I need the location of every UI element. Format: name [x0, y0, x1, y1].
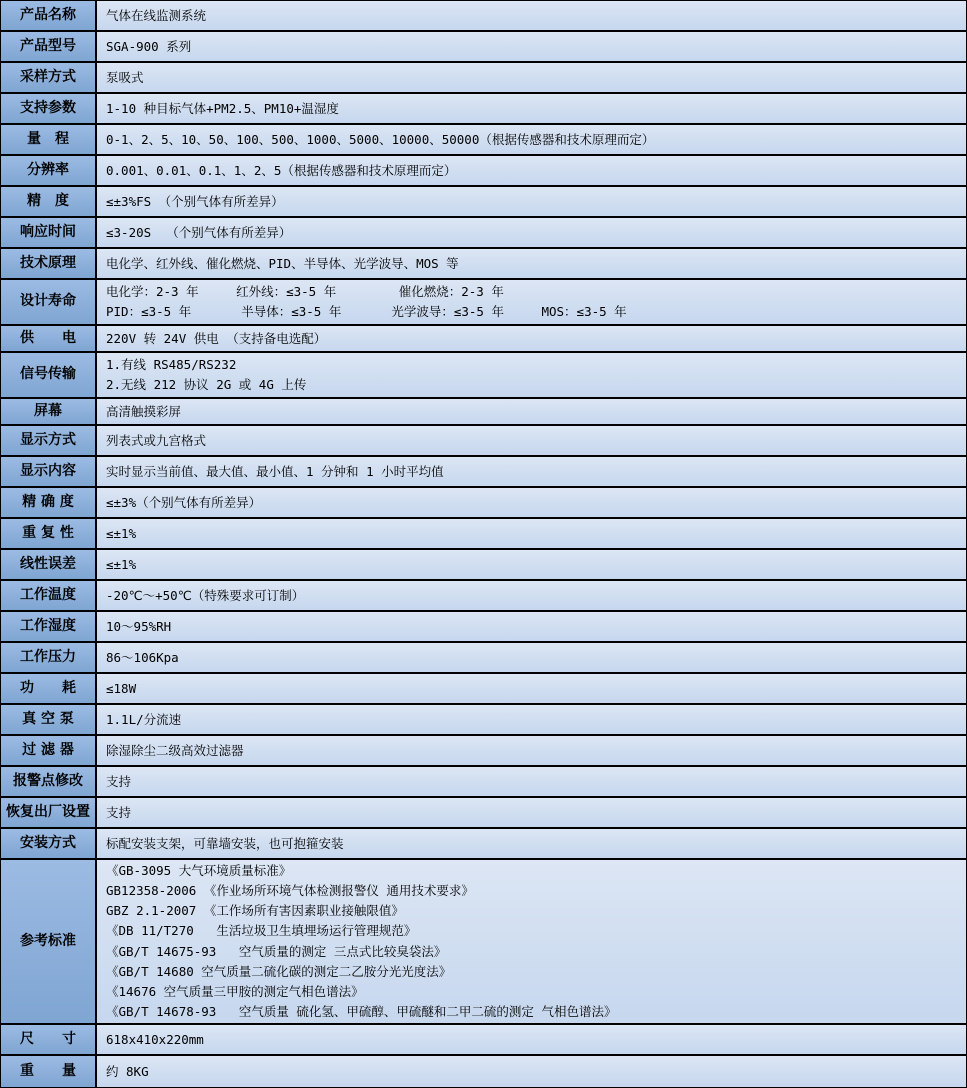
spec-value-line: 电化学：2-3 年 红外线：≤3-5 年 催化燃烧：2-3 年 [106, 284, 504, 299]
spec-value-line: 220V 转 24V 供电 （支持备电选配） [106, 330, 327, 346]
spec-value-line: 《GB/T 14678-93 空气质量 硫化氢、甲硫醇、甲硫醚和二甲二硫的测定 气相色谱法》 [106, 1004, 617, 1020]
spec-row-product-name [1, 1, 966, 32]
spec-value-line: PID：≤3-5 年 半导体：≤3-5 年 光学波导：≤3-5 年 MOS：≤3-5 年 [106, 304, 627, 319]
spec-value-line: ≤±3%FS （个别气体有所差异） [106, 193, 284, 209]
spec-label: 分辨率 [1, 156, 97, 185]
spec-row-factory-reset [1, 798, 966, 829]
spec-value [97, 488, 966, 517]
spec-label: 重 复 性 [1, 519, 97, 548]
spec-value-line: 618x410x220mm [106, 1031, 204, 1047]
spec-value-line: 86～106Kpa [106, 649, 179, 665]
spec-label: 量 程 [1, 125, 97, 154]
spec-label: 显示方式 [1, 426, 97, 455]
spec-value [97, 519, 966, 548]
spec-value-line: ≤±1% [106, 525, 137, 541]
spec-row-weight [1, 1056, 966, 1087]
spec-value-line: 《14676 空气质量三甲胺的测定气相色谱法》 [106, 983, 364, 999]
spec-label: 线性误差 [1, 550, 97, 579]
spec-row-design-life [1, 280, 966, 326]
spec-value-line: 《DB 11/T270 生活垃圾卫生填埋场运行管理规范》 [106, 923, 417, 939]
spec-value-line: 实时显示当前值、最大值、最小值、1 分钟和 1 小时平均值 [106, 463, 444, 479]
spec-label: 安装方式 [1, 829, 97, 858]
spec-label: 尺 寸 [1, 1025, 97, 1054]
spec-value [97, 550, 966, 579]
spec-row-signal-transmission [1, 353, 966, 399]
spec-value [97, 1025, 966, 1054]
spec-row-repeatability [1, 519, 966, 550]
spec-value [97, 125, 966, 154]
spec-value-line: 1.1L/分流速 [106, 711, 182, 727]
spec-value-line: 《GB-3095 大气环境质量标准》 [106, 862, 292, 878]
spec-label: 工作温度 [1, 581, 97, 610]
spec-row-working-pressure [1, 643, 966, 674]
spec-value-line: 1-10 种目标气体+PM2.5、PM10+温湿度 [106, 100, 339, 116]
spec-value-line: 除湿除尘二级高效过滤器 [106, 742, 244, 758]
spec-value-line: 10～95%RH [106, 618, 172, 634]
spec-label: 真 空 泵 [1, 705, 97, 734]
spec-row-product-model [1, 32, 966, 63]
spec-value-line: 电化学、红外线、催化燃烧、PID、半导体、光学波导、MOS 等 [106, 255, 459, 271]
spec-value-line: 0-1、2、5、10、50、100、500、1000、5000、10000、50000（根据传感器和技术原理而定） [106, 131, 655, 147]
spec-label: 过 滤 器 [1, 736, 97, 765]
spec-label: 精 度 [1, 187, 97, 216]
spec-value-line: GB12358-2006 《作业场所环境气体检测报警仪 通用技术要求》 [106, 882, 474, 898]
spec-label: 产品型号 [1, 32, 97, 61]
spec-value [97, 736, 966, 765]
spec-label: 供 电 [1, 326, 97, 351]
spec-label: 工作湿度 [1, 612, 97, 641]
spec-value [97, 829, 966, 858]
spec-label: 响应时间 [1, 218, 97, 247]
spec-row-linearity-error [1, 550, 966, 581]
spec-value [97, 399, 966, 424]
spec-value-line: ≤18W [106, 680, 137, 696]
spec-row-working-temperature [1, 581, 966, 612]
spec-value [97, 426, 966, 455]
spec-label: 显示内容 [1, 457, 97, 486]
spec-label: 精 确 度 [1, 488, 97, 517]
spec-value [97, 94, 966, 123]
spec-row-resolution [1, 156, 966, 187]
spec-label: 设计寿命 [1, 280, 97, 324]
spec-value [97, 705, 966, 734]
spec-value-line: ≤±1% [106, 556, 137, 572]
spec-value [97, 280, 966, 324]
spec-value [97, 63, 966, 92]
spec-value [97, 353, 966, 397]
spec-row-filter [1, 736, 966, 767]
spec-row-reference-standards [1, 860, 966, 1025]
spec-value [97, 32, 966, 61]
spec-label: 屏幕 [1, 399, 97, 424]
spec-value-line: ≤3-20S （个别气体有所差异） [106, 224, 292, 240]
spec-row-supported-parameters [1, 94, 966, 125]
spec-label: 技术原理 [1, 249, 97, 278]
spec-value-line: SGA-900 系列 [106, 38, 192, 54]
spec-value [97, 798, 966, 827]
spec-value-line: 泵吸式 [106, 69, 144, 85]
spec-label: 采样方式 [1, 63, 97, 92]
spec-value-line: -20℃～+50℃（特殊要求可订制） [106, 587, 305, 603]
spec-row-power-supply [1, 326, 966, 353]
spec-value-line: ≤±3%（个别气体有所差异） [106, 494, 262, 510]
spec-row-power-consumption [1, 674, 966, 705]
spec-label: 信号传输 [1, 353, 97, 397]
spec-value-line: 《GB/T 14680 空气质量二硫化碳的测定二乙胺分光光度法》 [106, 963, 452, 979]
spec-label: 产品名称 [1, 1, 97, 30]
spec-value-line: 列表式或九宫格式 [106, 432, 207, 448]
spec-value [97, 860, 966, 1023]
spec-value [97, 249, 966, 278]
spec-row-technical-principle [1, 249, 966, 280]
spec-row-range [1, 125, 966, 156]
spec-value [97, 457, 966, 486]
spec-label: 功 耗 [1, 674, 97, 703]
spec-row-working-humidity [1, 612, 966, 643]
spec-value-line: 2.无线 212 协议 2G 或 4G 上传 [106, 377, 307, 392]
spec-value [97, 643, 966, 672]
spec-value-line: 支持 [106, 773, 132, 789]
spec-row-display-content [1, 457, 966, 488]
spec-value [97, 581, 966, 610]
spec-row-sampling-method [1, 63, 966, 94]
spec-label: 工作压力 [1, 643, 97, 672]
spec-row-dimensions [1, 1025, 966, 1056]
spec-value-line: 《GB/T 14675-93 空气质量的测定 三点式比较臭袋法》 [106, 943, 447, 959]
spec-value [97, 326, 966, 351]
spec-value [97, 612, 966, 641]
spec-row-installation-method [1, 829, 966, 860]
spec-value-line: 高清触摸彩屏 [106, 403, 182, 419]
spec-label: 重 量 [1, 1056, 97, 1087]
spec-row-vacuum-pump [1, 705, 966, 736]
spec-value [97, 1056, 966, 1087]
spec-value-line: GBZ 2.1-2007 《工作场所有害因素职业接触限值》 [106, 903, 404, 919]
spec-value-line: 支持 [106, 804, 132, 820]
spec-value-line: 标配安装支架，可靠墙安装，也可抱箍安装 [106, 835, 344, 851]
spec-row-response-time [1, 218, 966, 249]
spec-value [97, 187, 966, 216]
spec-row-screen [1, 399, 966, 426]
spec-value-line: 1.有线 RS485/RS232 [106, 357, 237, 372]
spec-label: 恢复出厂设置 [1, 798, 97, 827]
spec-value-line: 约 8KG [106, 1063, 149, 1079]
spec-row-accuracy [1, 187, 966, 218]
spec-label: 支持参数 [1, 94, 97, 123]
spec-value [97, 156, 966, 185]
spec-row-alarm-point-modification [1, 767, 966, 798]
spec-value [97, 1, 966, 30]
spec-value-line: 气体在线监测系统 [106, 7, 207, 23]
spec-value [97, 674, 966, 703]
spec-row-display-mode [1, 426, 966, 457]
spec-value-line: 0.001、0.01、0.1、1、2、5（根据传感器和技术原理而定） [106, 162, 457, 178]
spec-value [97, 767, 966, 796]
spec-value [97, 218, 966, 247]
spec-label: 报警点修改 [1, 767, 97, 796]
spec-row-precision [1, 488, 966, 519]
spec-label: 参考标准 [1, 860, 97, 1023]
